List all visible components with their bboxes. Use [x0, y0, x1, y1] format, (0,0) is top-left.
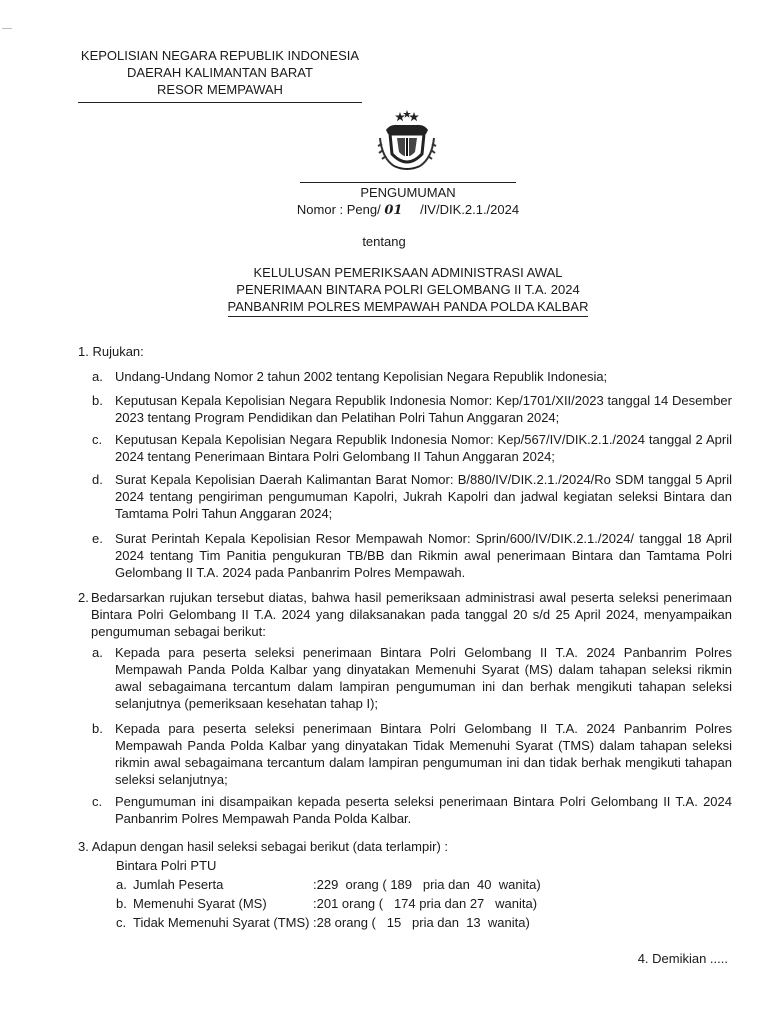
announcement-subject — [190, 264, 626, 317]
result-name: Memenuhi Syarat (MS) — [133, 896, 267, 911]
section-3-heading: 3. Adapun dengan hasil seleksi sebagai berikut (data terlampir) : — [78, 839, 448, 854]
rujukan-item-b — [92, 392, 732, 426]
letterhead — [60, 47, 380, 103]
item-text: Keputusan Kepala Kepolisian Negara Republik Indonesia Nomor: Kep/1701/XII/2023 tanggal 14 Desember 2023 tentang Program Pendidikan dan Pelatihan Polri Tahun Anggaran 2024; — [115, 393, 732, 425]
result-row-ms — [116, 895, 636, 913]
result-value: :201 orang ( 174 pria dan 27 wanita) — [313, 896, 538, 911]
scan-margin-mark — [2, 28, 12, 29]
item-label: b. — [92, 393, 103, 408]
section-2-intro — [78, 589, 732, 640]
letterhead-line-1: KEPOLISIAN NEGARA REPUBLIK INDONESIA — [80, 48, 360, 63]
subject-line-3: PANBANRIM POLRES MEMPAWAH PANDA POLDA KALBAR — [228, 298, 589, 317]
letterhead-rule — [78, 102, 362, 103]
item-label: b. — [92, 721, 103, 736]
result-row-tms — [116, 914, 636, 932]
section-1-heading: 1. Rujukan: — [78, 344, 144, 359]
announcement-number — [200, 201, 616, 219]
polri-emblem-icon — [372, 108, 442, 178]
nomor-suffix: /IV/DIK.2.1./2024 — [420, 202, 520, 217]
subject-line-2: PENERIMAAN BINTARA POLRI GELOMBANG II T.A. 2024 — [236, 282, 580, 297]
item-label: a. — [92, 645, 103, 660]
announcement-title — [200, 182, 616, 219]
item-text: Surat Kepala Kepolisian Daerah Kalimantan Barat Nomor: B/880/IV/DIK.2.1./2024/Ro SDM tanggal 5 April 2024 tentang pengiriman pengumuman Kapolri, Jukrah Kapolri dan jadwal kegiatan seleksi Bintara dan Tamtama Polri Tahun Anggaran 2024; — [115, 472, 732, 521]
item-label: c. — [92, 432, 103, 447]
announcement-heading: PENGUMUMAN — [300, 182, 516, 201]
item-text: Undang-Undang Nomor 2 tahun 2002 tentang Kepolisian Negara Republik Indonesia; — [115, 369, 608, 384]
item-text: Pengumuman ini disampaikan kepada peserta seleksi penerimaan Bintara Polri Gelombang II T.A. 2024 Panbanrim Polres Mempawah Panda Polda Kalbar. — [115, 794, 732, 826]
tentang-label: tentang — [362, 234, 406, 249]
nomor-prefix: Nomor : Peng/ — [296, 202, 381, 217]
item-text: Keputusan Kepala Kepolisian Negara Republik Indonesia Nomor: Kep/567/IV/DIK.2.1./2024 tanggal 2 April 2024 tentang Penerimaan Bintara Polri Gelombang II Tahun Anggaran 2024; — [115, 432, 732, 464]
result-label: a. — [116, 877, 127, 892]
letterhead-line-2: DAERAH KALIMANTAN BARAT — [127, 65, 313, 80]
result-row-jumlah — [116, 876, 636, 894]
section-2-label: 2. — [78, 590, 89, 605]
result-label: c. — [116, 915, 127, 930]
pengumuman-item-b — [92, 720, 732, 788]
item-text: Surat Perintah Kepala Kepolisian Resor Mempawah Nomor: Sprin/600/IV/DIK.2.1./2024/ tanggal 18 April 2024 tentang Tim Panitia pengukuran TB/BB dan Rikmin awal penerimaan Bintara dan Tamtama Polri Gelombang II T.A. 2024 pada Panbanrim Polres Mempawah. — [115, 531, 732, 580]
closing-continuation: 4. Demikian ..... — [637, 951, 728, 966]
rujukan-item-a — [92, 368, 732, 385]
result-value: :28 orang ( 15 pria dan 13 wanita) — [313, 915, 530, 930]
letterhead-line-3: RESOR MEMPAWAH — [157, 82, 283, 97]
pengumuman-item-a — [92, 644, 732, 712]
nomor-handwritten: 01 — [384, 203, 403, 218]
rujukan-item-e — [92, 530, 732, 581]
subject-line-1: KELULUSAN PEMERIKSAAN ADMINISTRASI AWAL — [253, 265, 563, 280]
section-2-text: Bedarsarkan rujukan tersebut diatas, bahwa hasil pemeriksaan administrasi awal peserta seleksi penerimaan Bintara Polri Gelombang II T.A. 2024 yang dilaksanakan pada tanggal 20 s/d 25 April 2024, menyampaikan pengumuman sebagai berikut: — [91, 590, 732, 639]
item-text: Kepada para peserta seleksi penerimaan Bintara Polri Gelombang II T.A. 2024 Panbanrim Polres Mempawah Panda Polda Kalbar yang dinyatakan Tidak Memenuhi Syarat (TMS) dalam tahapan seleksi rikmin awal sebagaimana tercantum dalam lampiran pengumuman ini dan tidak berhak mengikuti tahapan seleksi selanjutnya; — [115, 721, 732, 787]
section-3-subheading: Bintara Polri PTU — [116, 858, 217, 873]
result-name: Jumlah Peserta — [133, 877, 224, 892]
result-value: :229 orang ( 189 pria dan 40 wanita) — [313, 877, 541, 892]
item-label: d. — [92, 472, 103, 487]
item-text: Kepada para peserta seleksi penerimaan Bintara Polri Gelombang II T.A. 2024 Panbanrim Polres Mempawah Panda Polda Kalbar yang dinyatakan Memenuhi Syarat (MS) dalam tahapan seleksi rikmin awal sebagaimana tercantum dalam lampiran pengumuman ini dan berhak mengikuti tahapan seleksi selanjutnya (pemeriksaan kesehatan tahap I); — [115, 645, 732, 711]
item-label: e. — [92, 531, 103, 546]
result-label: b. — [116, 896, 127, 911]
item-label: a. — [92, 369, 103, 384]
rujukan-item-c — [92, 431, 732, 465]
result-name: Tidak Memenuhi Syarat (TMS) — [133, 915, 310, 930]
pengumuman-item-c — [92, 793, 732, 827]
item-label: c. — [92, 794, 103, 809]
rujukan-item-d — [92, 471, 732, 522]
